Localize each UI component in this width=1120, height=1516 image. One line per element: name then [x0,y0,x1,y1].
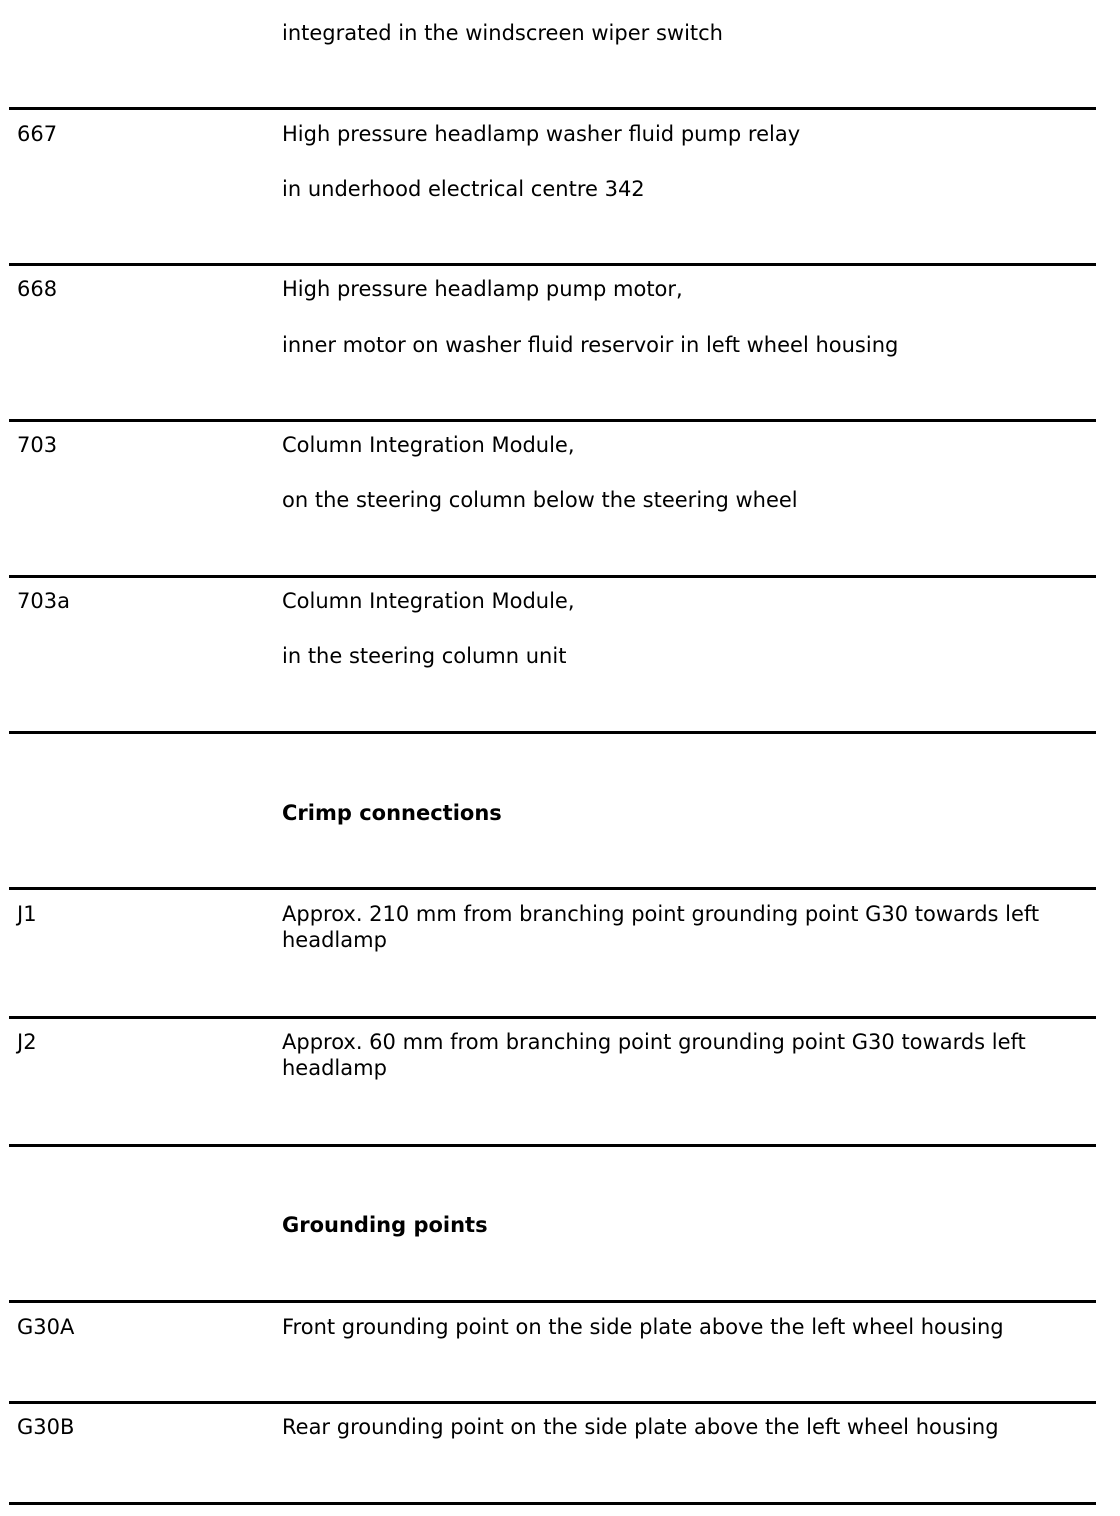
crimp-code: J1 [17,902,37,926]
component-description: Column Integration Module, [282,589,575,613]
component-code: 703a [17,589,70,613]
component-code: 667 [17,122,58,146]
crimp-description: Approx. 60 mm from branching point grounding point G30 towards left headlamp [282,1030,1026,1080]
row-divider [9,731,1096,734]
section-heading-grounding: Grounding points [282,1213,488,1237]
ground-code: G30A [17,1315,75,1339]
component-description: High pressure headlamp washer fluid pump relay [282,122,801,146]
crimp-description: Approx. 210 mm from branching point grounding point G30 towards left headlamp [282,902,1040,952]
component-description: High pressure headlamp pump motor, [282,277,683,301]
row-divider [9,887,1096,890]
component-description: Column Integration Module, [282,433,575,457]
crimp-code: J2 [17,1030,37,1054]
component-code: 703 [17,433,58,457]
ground-code: G30B [17,1415,75,1439]
row-divider [9,1300,1096,1303]
component-location: in underhood electrical centre 342 [282,177,645,201]
ground-description: Front grounding point on the side plate above the left wheel housing [282,1315,1004,1339]
row-divider [9,263,1096,266]
row-divider [9,1502,1096,1505]
continuation-text: integrated in the windscreen wiper switch [282,21,723,45]
component-location: in the steering column unit [282,644,567,668]
section-heading-crimp: Crimp connections [282,801,502,825]
row-divider [9,1016,1096,1019]
component-location: inner motor on washer fluid reservoir in left wheel housing [282,333,899,357]
row-divider [9,575,1096,578]
row-divider [9,1401,1096,1404]
row-divider [9,1144,1096,1147]
ground-description: Rear grounding point on the side plate above the left wheel housing [282,1415,999,1439]
row-divider [9,107,1096,110]
component-code: 668 [17,277,58,301]
row-divider [9,419,1096,422]
component-location: on the steering column below the steering wheel [282,488,798,512]
